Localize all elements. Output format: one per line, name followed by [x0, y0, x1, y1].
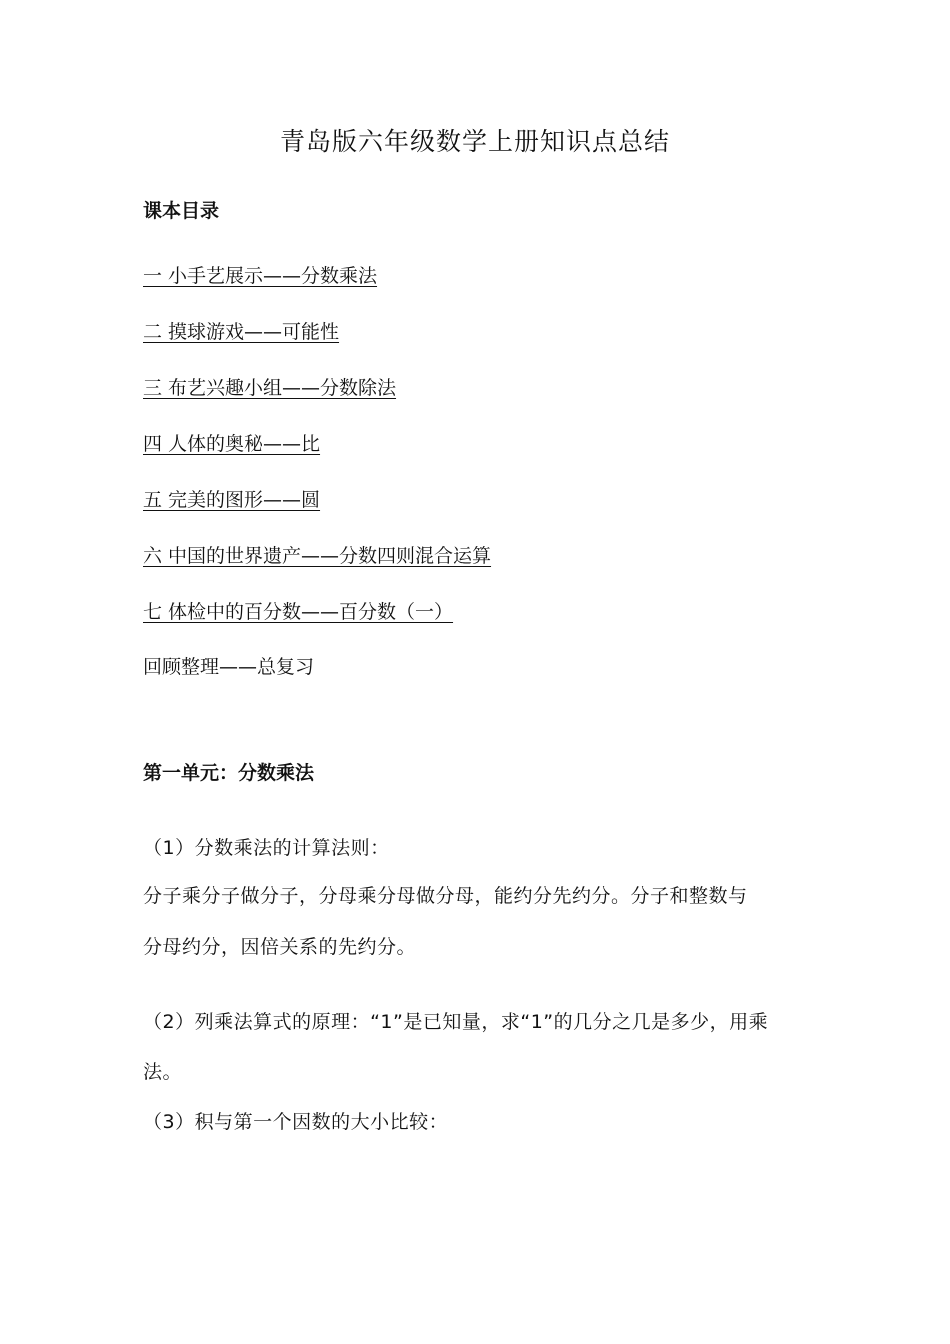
- toc-item-unit-1[interactable]: 一 小手艺展示——分数乘法: [143, 265, 378, 287]
- unit-1-heading: 第一单元：分数乘法: [143, 762, 315, 784]
- toc-item-unit-3[interactable]: 三 布艺兴趣小组——分数除法: [143, 377, 397, 399]
- item-2-text-line-1: （2）列乘法算式的原理：“1”是已知量，求“1”的几分之几是多少，用乘: [143, 1011, 769, 1033]
- toc-item-unit-5[interactable]: 五 完美的图形——圆: [143, 489, 321, 511]
- toc-review-item: 回顾整理——总复习: [143, 656, 315, 678]
- item-1-label: （1）分数乘法的计算法则：: [143, 837, 390, 859]
- item-1-text-line-1: 分子乘分子做分子，分母乘分母做分母，能约分先约分。分子和整数与: [143, 885, 748, 907]
- document-title: 青岛版六年级数学上册知识点总结: [279, 127, 670, 156]
- toc-heading: 课本目录: [143, 200, 220, 222]
- toc-item-unit-4[interactable]: 四 人体的奥秘——比: [143, 433, 321, 455]
- item-3-label: （3）积与第一个因数的大小比较：: [143, 1111, 449, 1133]
- toc-item-unit-2[interactable]: 二 摸球游戏——可能性: [143, 321, 340, 343]
- toc-item-unit-6[interactable]: 六 中国的世界遗产——分数四则混合运算: [143, 545, 492, 567]
- item-1-text-line-2: 分母约分，因倍关系的先约分。: [143, 936, 417, 958]
- toc-item-unit-7[interactable]: 七 体检中的百分数——百分数（一）: [143, 601, 454, 623]
- item-2-text-line-2: 法。: [143, 1061, 183, 1083]
